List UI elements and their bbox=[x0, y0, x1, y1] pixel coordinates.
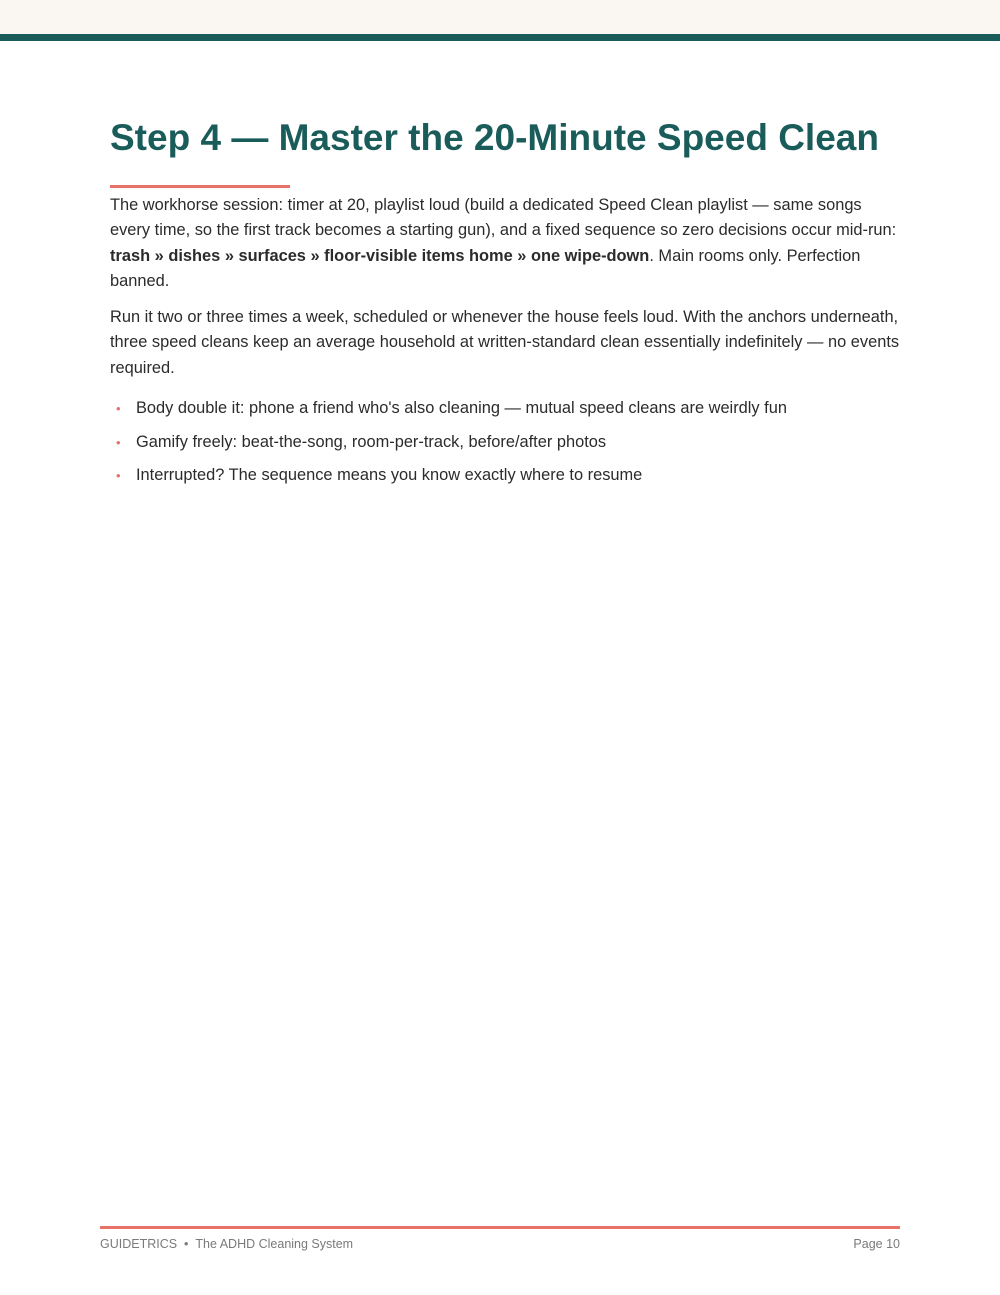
footer-left bbox=[100, 1237, 353, 1251]
sequence-step-trash: trash bbox=[110, 246, 151, 265]
paragraph-tail: . Main rooms only. Perfection banned. bbox=[110, 246, 861, 290]
paragraph-frequency: Run it two or three times a week, scheduled or whenever the house feels loud. With the anchors underneath, three speed cleans keep an average household at written-standard clean essentially indefinitely — no events required. bbox=[110, 308, 900, 377]
sequence-separator: » bbox=[150, 246, 169, 265]
bullet-icon: • bbox=[116, 401, 121, 417]
list-item-text: Gamify freely: beat-the-song, room-per-track, before/after photos bbox=[136, 432, 607, 451]
list-item bbox=[110, 430, 900, 455]
footer-rule bbox=[100, 1226, 900, 1229]
page-number: Page 10 bbox=[853, 1237, 900, 1251]
footer-separator: • bbox=[184, 1237, 189, 1251]
sequence-separator: » bbox=[305, 246, 325, 265]
sequence-step-dishes: dishes bbox=[168, 246, 221, 265]
paragraph-speed-clean bbox=[110, 193, 900, 294]
sequence-separator: » bbox=[512, 246, 531, 265]
footer-doc-title: The ADHD Cleaning System bbox=[195, 1237, 354, 1251]
sequence-step-wipe-down: one wipe-down bbox=[530, 246, 650, 265]
top-rule bbox=[0, 34, 1000, 41]
page-title: Step 4 — Master the 20-Minute Speed Clean bbox=[110, 117, 879, 158]
sequence-step-surfaces: surfaces bbox=[238, 246, 306, 265]
list-item-text: Interrupted? The sequence means you know exactly where to resume bbox=[136, 466, 643, 485]
footer-brand: GUIDETRICS bbox=[100, 1237, 178, 1251]
bullet-icon: • bbox=[116, 468, 121, 484]
tips-list bbox=[110, 396, 900, 488]
paragraph-lead: The workhorse session: timer at 20, playlist loud (build a dedicated Speed Clean playlist — same songs every time, so the first track becomes a starting gun), and a fixed sequence so zero decisions occur mid-run: bbox=[110, 196, 897, 240]
list-item bbox=[110, 463, 900, 488]
sequence-step-floor-items: floor-visible items home bbox=[324, 246, 513, 265]
sequence-separator: » bbox=[220, 246, 239, 265]
top-band bbox=[0, 0, 1000, 34]
list-item-text: Body double it: phone a friend who's also cleaning — mutual speed cleans are weirdly fun bbox=[136, 399, 787, 418]
bullet-icon: • bbox=[116, 434, 121, 450]
page-content bbox=[110, 110, 900, 497]
list-item bbox=[110, 396, 900, 421]
title-underline bbox=[110, 185, 290, 188]
